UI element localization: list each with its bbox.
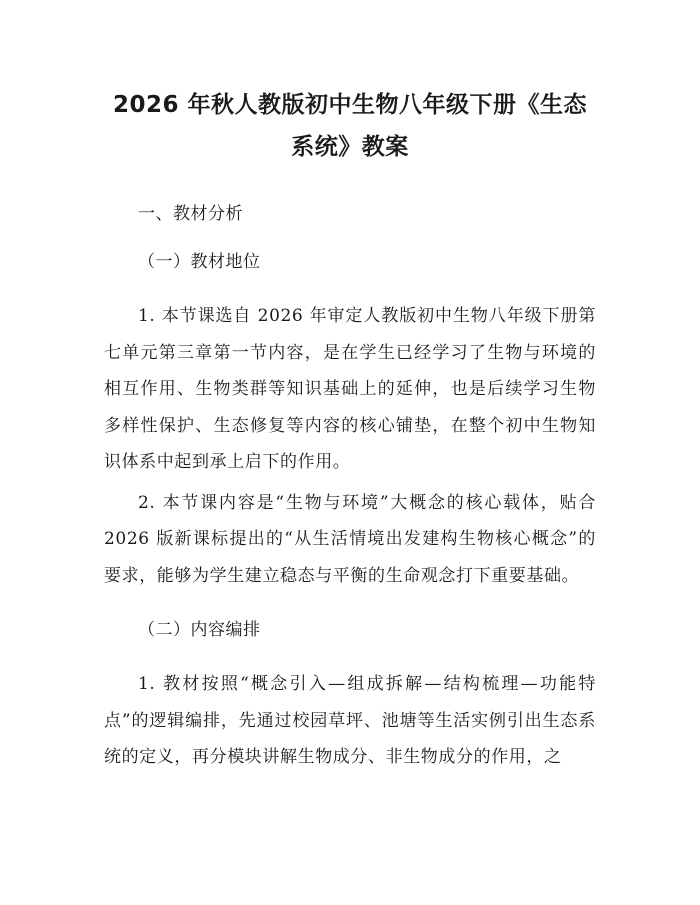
paragraph-3: 1. 教材按照“概念引入—组成拆解—结构梳理—功能特点”的逻辑编排，先通过校园草坪、池塘等生活实例引出生态系统的定义，再分模块讲解生物成分、非生物成分的作用，之 <box>104 674 596 767</box>
section-heading-teaching-material-analysis: 一、教材分析 <box>138 204 243 224</box>
document-title: 2026 年秋人教版初中生物八年级下册《生态系统》教案 <box>112 92 588 160</box>
paragraph-1: 1. 本节课选自 2026 年审定人教版初中生物八年级下册第七单元第三章第一节内容，是在学生已经学习了生物与环境的相互作用、生物类群等知识基础上的延伸，也是后续学习生物多样性保护、生态修复等内容的核心铺垫，在整个初中生物知识体系中起到承上启下的作用。 <box>104 306 596 472</box>
paragraph-2: 2. 本节课内容是“生物与环境”大概念的核心载体，贴合 2026 版新课标提出的“从生活情境出发建构生物核心概念”的要求，能够为学生建立稳态与平衡的生命观念打下重要基础。 <box>104 492 596 586</box>
subsection-heading-material-position: （一）教材地位 <box>138 252 261 272</box>
subsection-heading-content-arrangement: （二）内容编排 <box>138 620 261 640</box>
